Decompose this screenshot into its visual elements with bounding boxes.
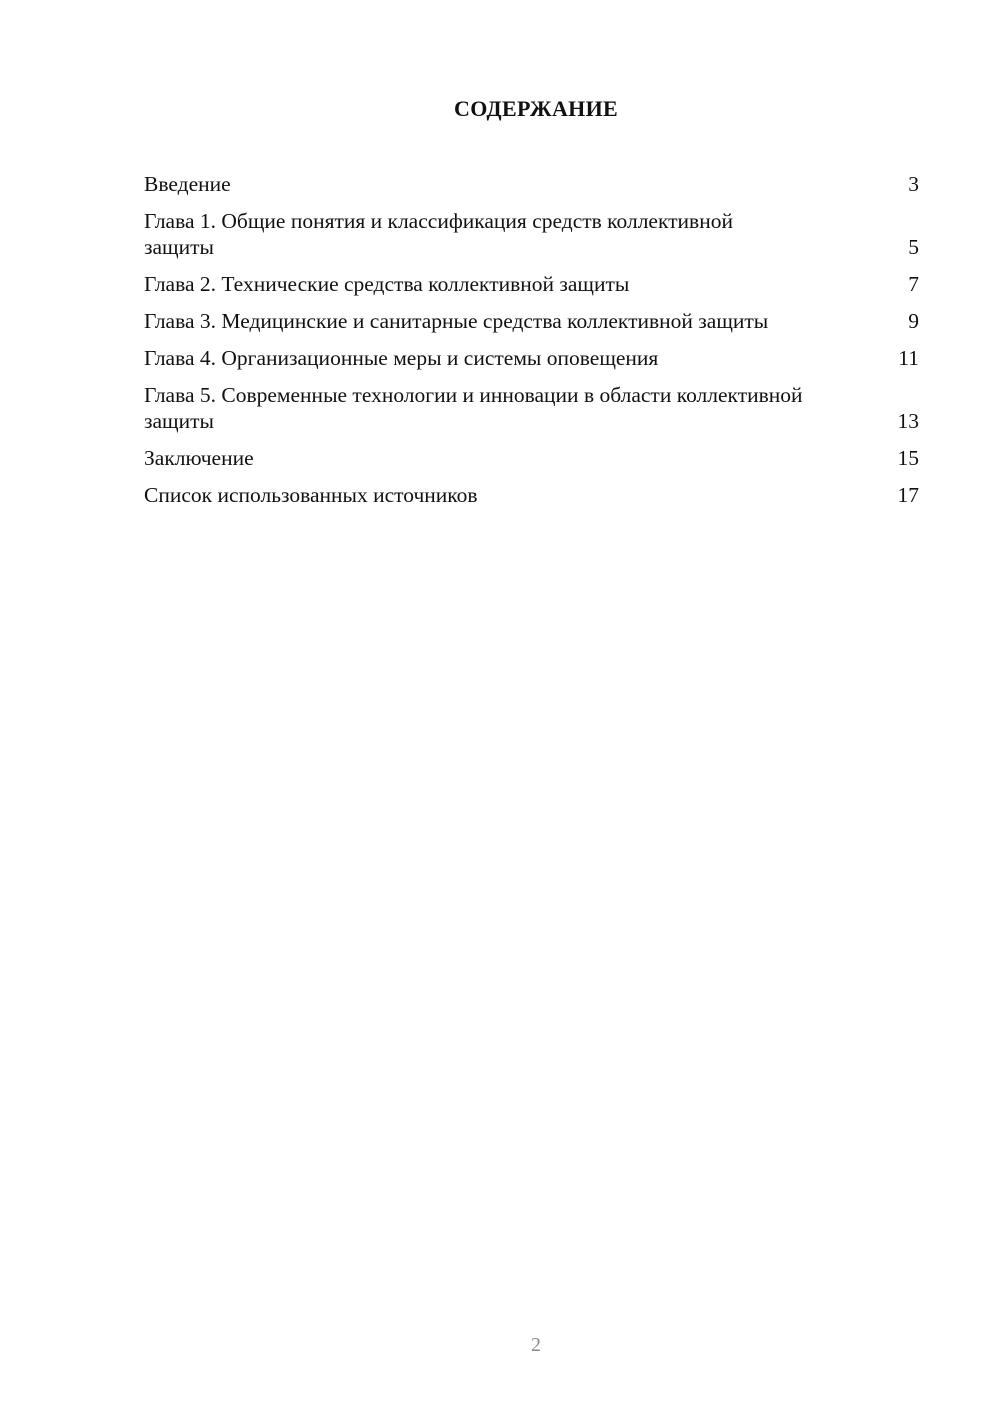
toc-list (144, 171, 919, 519)
toc-entry-page: 7 (908, 272, 919, 296)
toc-entry-text: Глава 5. Современные технологии и инновации в области коллективной защиты (144, 383, 803, 433)
toc-entry-conclusion (144, 445, 919, 471)
toc-entry-chapter-3 (144, 308, 919, 334)
toc-entry-page: 5 (908, 235, 919, 259)
toc-entry-chapter-2 (144, 271, 919, 297)
toc-entry-page: 17 (897, 483, 919, 507)
toc-entry-chapter-5 (144, 382, 919, 434)
toc-entry-text: Глава 1. Общие понятия и классификация средств коллективной защиты (144, 209, 733, 259)
toc-entry-text: Введение (144, 172, 231, 196)
page-number: 2 (531, 1334, 541, 1356)
toc-entry-introduction (144, 171, 919, 197)
toc-entry-page: 3 (908, 172, 919, 196)
toc-entry-references (144, 482, 919, 508)
toc-entry-page: 9 (908, 309, 919, 333)
toc-entry-page: 11 (898, 346, 919, 370)
toc-entry-chapter-4 (144, 345, 919, 371)
toc-entry-page: 15 (897, 446, 919, 470)
toc-entry-text: Глава 3. Медицинские и санитарные средства коллективной защиты (144, 309, 769, 333)
toc-entry-text: Заключение (144, 446, 254, 470)
toc-title: СОДЕРЖАНИЕ (454, 96, 618, 121)
toc-entry-text: Глава 2. Технические средства коллективной защиты (144, 272, 630, 296)
toc-entry-chapter-1 (144, 208, 919, 260)
toc-entry-page: 13 (897, 409, 919, 433)
toc-entry-text: Глава 4. Организационные меры и системы оповещения (144, 346, 659, 370)
toc-entry-text: Список использованных источников (144, 483, 478, 507)
